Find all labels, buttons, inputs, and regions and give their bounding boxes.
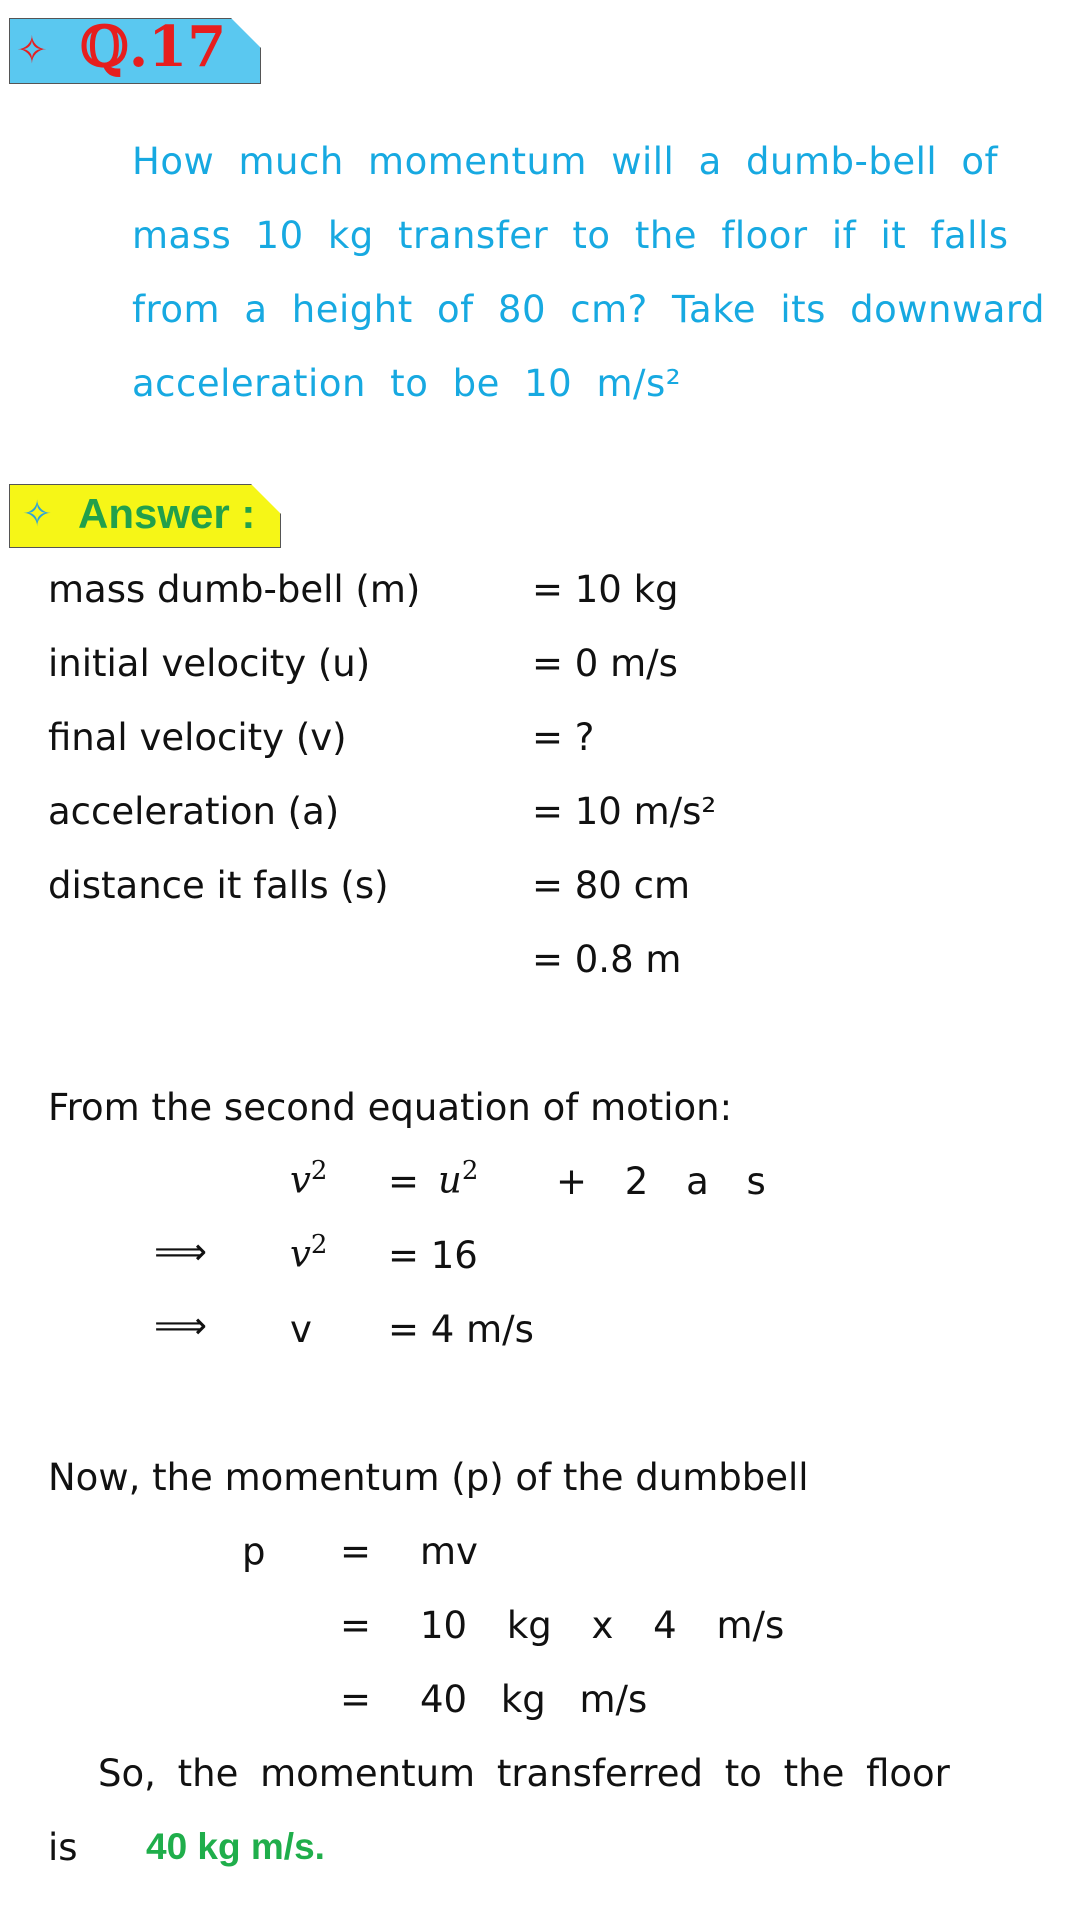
given-value: = 80 cm — [532, 864, 690, 907]
question-line: How much momentum will a dumb-bell of — [132, 140, 999, 183]
step1-var: $v^2$ — [290, 1230, 328, 1276]
momentum-expr: mv — [420, 1530, 478, 1573]
momentum-symbol: p — [242, 1530, 266, 1573]
final-answer: 40 kg m/s. — [146, 1826, 325, 1867]
equation-rhs-term: $u^2$ — [438, 1156, 479, 1202]
implies-arrow: ⟹ — [154, 1230, 208, 1273]
equation-rest: + 2 a s — [556, 1160, 766, 1203]
momentum-equals: = — [340, 1678, 372, 1721]
given-name: mass dumb-bell (m) — [48, 568, 421, 611]
given-name: final velocity (v) — [48, 716, 347, 759]
question-line: acceleration to be 10 m/s² — [132, 362, 682, 405]
question-number: ℚ.17 — [80, 14, 227, 80]
conclusion-text: So, the momentum transferred to the floor — [98, 1752, 950, 1795]
star-icon: ✧ — [22, 494, 53, 535]
equation-lhs: $v^2$ — [290, 1156, 328, 1202]
equation-equals: = — [388, 1160, 420, 1203]
given-value: = 10 m/s² — [532, 790, 717, 833]
given-value: = 0 m/s — [532, 642, 678, 685]
question-line: from a height of 80 cm? Take its downward — [132, 288, 1045, 331]
given-value: = 0.8 m — [532, 938, 682, 981]
momentum-expr: 40 kg m/s — [420, 1678, 648, 1721]
given-value: = 10 kg — [532, 568, 679, 611]
star-icon: ✧ — [16, 28, 48, 72]
answer-label: Answer : — [78, 490, 256, 537]
step1-value: = 16 — [388, 1234, 478, 1277]
question-line: mass 10 kg transfer to the floor if it falls — [132, 214, 1009, 257]
step2-value: = 4 m/s — [388, 1308, 534, 1351]
given-name: acceleration (a) — [48, 790, 340, 833]
given-name: distance it falls (s) — [48, 864, 389, 907]
equation-intro: From the second equation of motion: — [48, 1086, 733, 1129]
momentum-expr: 10 kg x 4 m/s — [420, 1604, 785, 1647]
step2-var: v — [290, 1308, 312, 1351]
implies-arrow: ⟹ — [154, 1304, 208, 1347]
given-name: initial velocity (u) — [48, 642, 371, 685]
momentum-equals: = — [340, 1604, 372, 1647]
conclusion-prefix: is — [48, 1826, 78, 1869]
momentum-intro: Now, the momentum (p) of the dumbbell — [48, 1456, 809, 1499]
given-value: = ? — [532, 716, 595, 759]
momentum-equals: = — [340, 1530, 372, 1573]
